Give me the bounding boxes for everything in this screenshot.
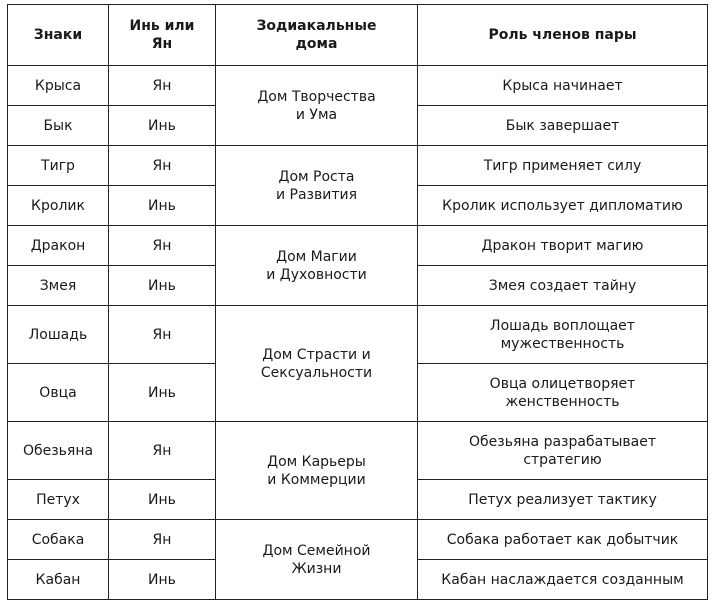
table-row <box>8 226 708 266</box>
role-cell: Бык завершает <box>418 106 708 146</box>
house-cell: Дом Страсти и Сексуальности <box>216 306 418 422</box>
yinyang-cell: Ян <box>109 422 216 480</box>
house-cell: Дом Семейной Жизни <box>216 520 418 600</box>
yinyang-cell: Инь <box>109 106 216 146</box>
house-cell: Дом Творчества и Ума <box>216 66 418 146</box>
sign-cell: Дракон <box>8 226 109 266</box>
role-cell: Дракон творит магию <box>418 226 708 266</box>
yinyang-cell: Ян <box>109 306 216 364</box>
header-house: Зодиакальные дома <box>216 5 418 66</box>
role-cell: Тигр применяет силу <box>418 146 708 186</box>
sign-cell: Петух <box>8 480 109 520</box>
role-cell: Обезьяна разрабатывает стратегию <box>418 422 708 480</box>
house-cell: Дом Магии и Духовности <box>216 226 418 306</box>
sign-cell: Собака <box>8 520 109 560</box>
header-yinyang: Инь или Ян <box>109 5 216 66</box>
role-cell: Кролик использует дипломатию <box>418 186 708 226</box>
sign-cell: Тигр <box>8 146 109 186</box>
table-row <box>8 146 708 186</box>
yinyang-cell: Ян <box>109 520 216 560</box>
header-row <box>8 5 708 66</box>
sign-cell: Лошадь <box>8 306 109 364</box>
role-cell: Петух реализует тактику <box>418 480 708 520</box>
role-cell: Крыса начинает <box>418 66 708 106</box>
yinyang-cell: Ян <box>109 66 216 106</box>
yinyang-cell: Инь <box>109 560 216 600</box>
header-sign: Знаки <box>8 5 109 66</box>
yinyang-cell: Инь <box>109 266 216 306</box>
role-cell: Овца олицетворяет женственность <box>418 364 708 422</box>
table-row <box>8 422 708 480</box>
yinyang-cell: Ян <box>109 226 216 266</box>
table-row <box>8 66 708 106</box>
role-cell: Кабан наслаждается созданным <box>418 560 708 600</box>
sign-cell: Кабан <box>8 560 109 600</box>
zodiac-pairs-table <box>7 4 708 600</box>
header-role: Роль членов пары <box>418 5 708 66</box>
yinyang-cell: Ян <box>109 146 216 186</box>
yinyang-cell: Инь <box>109 480 216 520</box>
role-cell: Змея создает тайну <box>418 266 708 306</box>
sign-cell: Бык <box>8 106 109 146</box>
sign-cell: Кролик <box>8 186 109 226</box>
role-cell: Лошадь воплощает мужественность <box>418 306 708 364</box>
role-cell: Собака работает как добытчик <box>418 520 708 560</box>
table-row <box>8 520 708 560</box>
sign-cell: Овца <box>8 364 109 422</box>
yinyang-cell: Инь <box>109 186 216 226</box>
sign-cell: Змея <box>8 266 109 306</box>
house-cell: Дом Роста и Развития <box>216 146 418 226</box>
sign-cell: Крыса <box>8 66 109 106</box>
yinyang-cell: Инь <box>109 364 216 422</box>
table-row <box>8 306 708 364</box>
house-cell: Дом Карьеры и Коммерции <box>216 422 418 520</box>
sign-cell: Обезьяна <box>8 422 109 480</box>
